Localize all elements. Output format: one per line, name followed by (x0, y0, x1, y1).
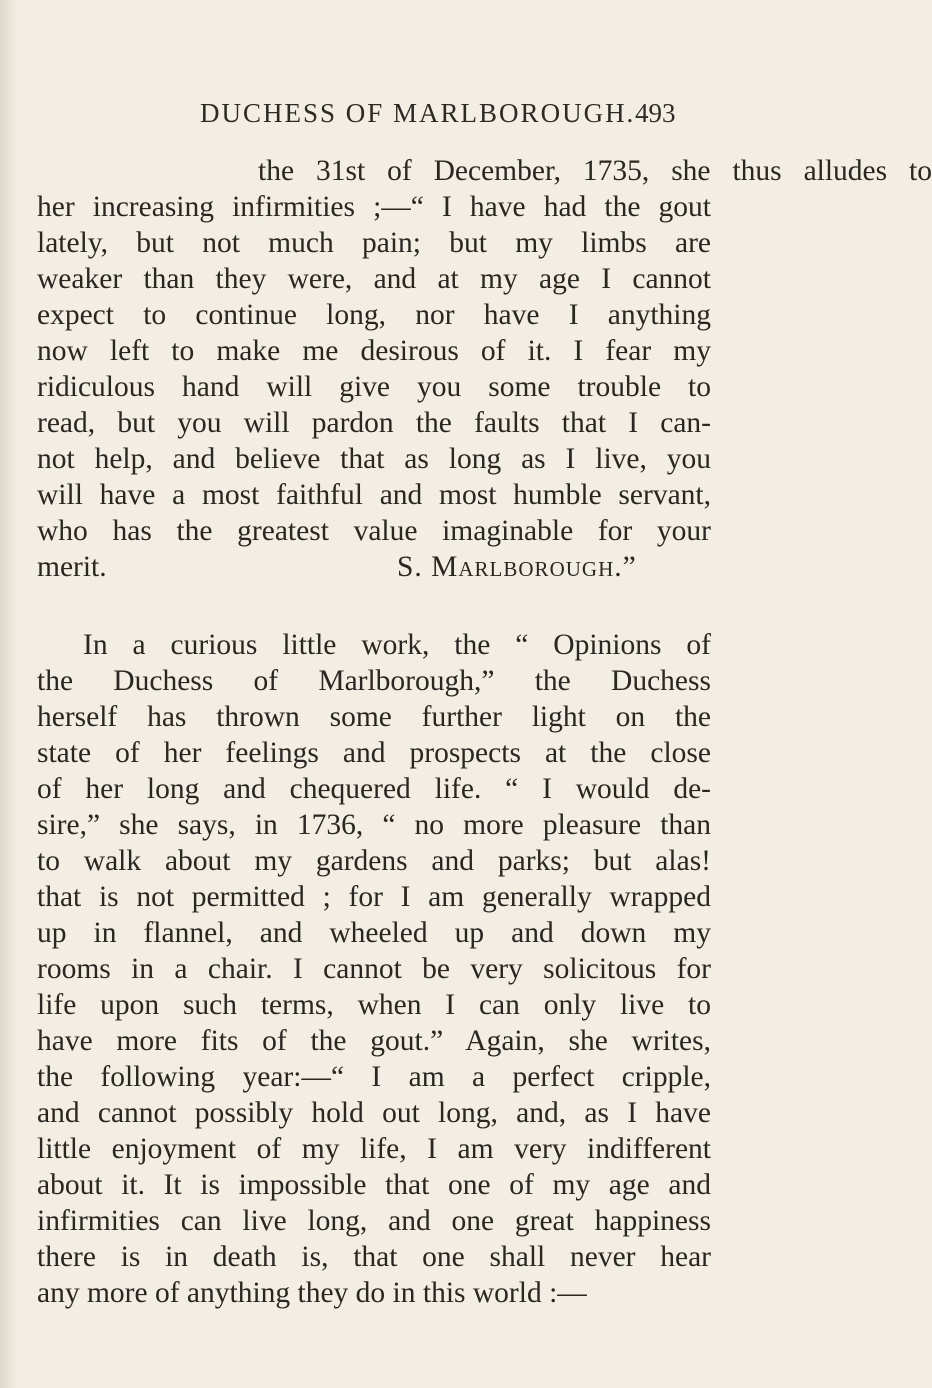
text-line: expect to continue long, nor have I anything (37, 299, 711, 331)
text-line: lately, but not much pain; but my limbs are (37, 227, 711, 259)
page-edge-shadow (0, 0, 18, 1388)
text-line: will have a most faithful and most humble servant, (37, 479, 711, 511)
closing-word: merit. (37, 551, 107, 583)
text-line: about it. It is impossible that one of my age and (37, 1169, 711, 1201)
text-line: any more of anything they do in this world :— (37, 1277, 587, 1309)
text-line: weaker than they were, and at my age I cannot (37, 263, 711, 295)
text-line: sire,” she says, in 1736, “ no more pleasure than (37, 809, 711, 841)
text-line: up in flannel, and wheeled up and down my (37, 917, 711, 949)
running-head-title: DUCHESS OF MARLBOROUGH. (200, 98, 636, 128)
running-head (200, 98, 676, 138)
text-line: to walk about my gardens and parks; but alas! (37, 845, 711, 877)
text-line: read, but you will pardon the faults that I can- (37, 407, 711, 439)
text-line: little enjoyment of my life, I am very indifferent (37, 1133, 711, 1165)
text-line: the following year:—“ I am a perfect cripple, (37, 1061, 711, 1093)
signature: S. Marlborough.” (397, 551, 637, 583)
text-line: her increasing infirmities ;—“ I have had the gout (37, 191, 711, 223)
text-line: ridiculous hand will give you some trouble to (37, 371, 711, 403)
text-line: and cannot possibly hold out long, and, as I have (37, 1097, 711, 1129)
page-number: 493 (635, 98, 676, 128)
text-line: there is in death is, that one shall never hear (37, 1241, 711, 1273)
text-line-indented: In a curious little work, the “ Opinions of (83, 629, 711, 661)
text-line: who has the greatest value imaginable for your (37, 515, 711, 547)
text-line: now left to make me desirous of it. I fear my (37, 335, 711, 367)
signature-line (37, 549, 711, 585)
text-line: that is not permitted ; for I am generally wrapped (37, 881, 711, 913)
text-line: rooms in a chair. I cannot be very solicitous for (37, 953, 711, 985)
text-line: of her long and chequered life. “ I would de- (37, 773, 711, 805)
text-line: the Duchess of Marlborough,” the Duchess (37, 665, 711, 697)
text-line: have more fits of the gout.” Again, she writes, (37, 1025, 711, 1057)
text-line: infirmities can live long, and one great happiness (37, 1205, 711, 1237)
text-line: the 31st of December, 1735, she thus alludes to (258, 155, 932, 187)
text-line: state of her feelings and prospects at the close (37, 737, 711, 769)
text-line: life upon such terms, when I can only live to (37, 989, 711, 1021)
text-line: herself has thrown some further light on the (37, 701, 711, 733)
text-line: not help, and believe that as long as I live, you (37, 443, 711, 475)
